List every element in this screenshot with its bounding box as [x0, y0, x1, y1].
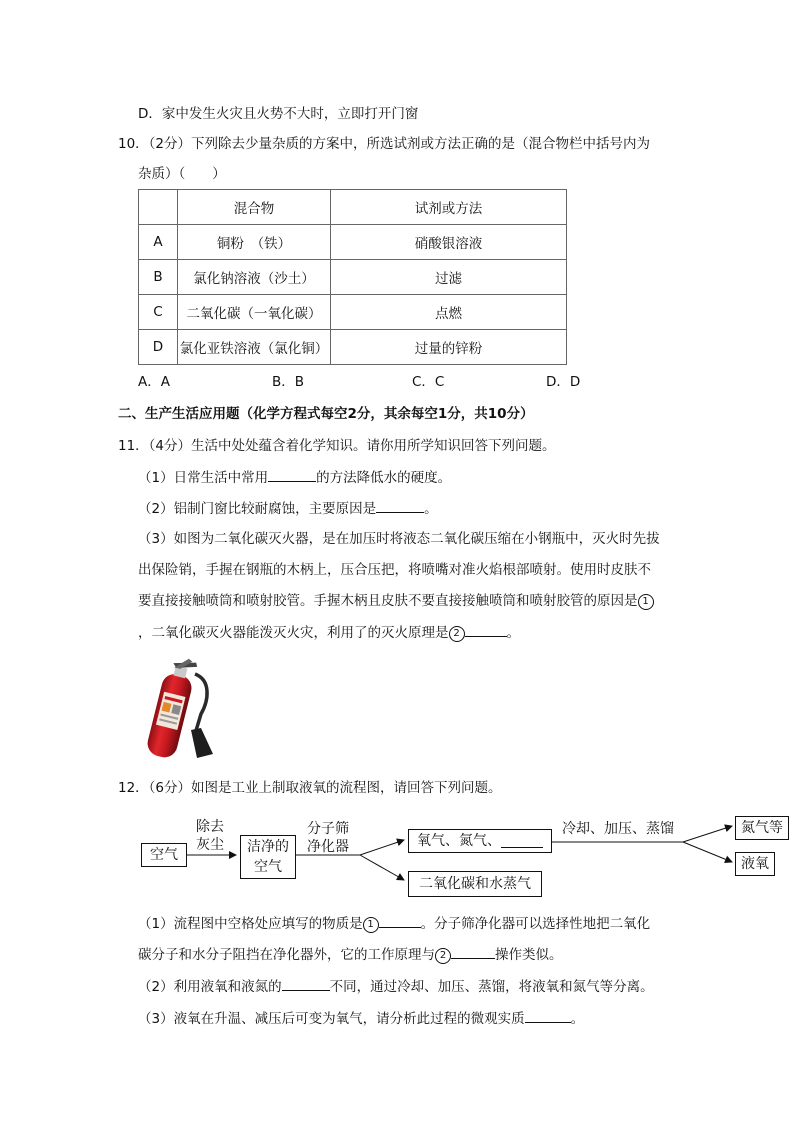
- table-cell: B: [139, 260, 178, 295]
- flow-box-nitrogen: 氮气等: [735, 816, 789, 840]
- q10-choice-b[interactable]: B．B: [272, 374, 305, 390]
- q12-part2: [138, 976, 654, 997]
- answer-blank[interactable]: [282, 976, 330, 991]
- flow-box-liquid-oxygen: 液氧: [735, 852, 775, 876]
- table-cell: 硝酸银溶液: [331, 225, 567, 260]
- q12-part3: [138, 1008, 584, 1029]
- q11-part3-text: ，二氧化碳灭火器能泼灭火灾，利用了的灭火原理是: [138, 625, 449, 641]
- q12-part2-text-b: 不同，通过冷却、加压、蒸馏，将液氧和氮气等分离。: [329, 979, 654, 995]
- q12-part1-text: （1）流程图中空格处应填写的物质是: [138, 916, 363, 932]
- section-title: 二、生产生活应用题（化学方程式每空2分，其余每空1分，共10分）: [118, 406, 534, 422]
- table-cell: C: [139, 295, 178, 330]
- flow-box-gases: [408, 829, 552, 853]
- flow-box-line: 洁净的: [247, 839, 289, 855]
- table-header: 混合物: [178, 190, 331, 225]
- flow-label-step2: [302, 820, 354, 856]
- q12-stem: 12．（6分）如图是工业上制取液氧的流程图，请回答下列问题。: [118, 780, 502, 796]
- q11-part3-line2: 出保险销，手握在钢瓶的木柄上，压合压把，将喷嘴对准火焰根部喷射。使用时皮肤不: [138, 562, 651, 578]
- flow-box-line: 空气: [254, 859, 282, 875]
- q11-part1-text-b: 的方法降低水的硬度。: [316, 470, 452, 486]
- flow-box-gases-text: 氧气、氮气、: [417, 833, 501, 849]
- q12-part3-text-a: （3）液氧在升温、减压后可变为氧气，请分析此过程的微观实质: [138, 1011, 525, 1027]
- q11-part1-text-a: （1）日常生活中常用: [138, 470, 269, 486]
- flow-label-line: 除去: [196, 819, 224, 835]
- flow-label-step1: [190, 818, 230, 854]
- q12-part1-text: 操作类似。: [495, 947, 563, 963]
- circled-number: 2: [435, 948, 451, 964]
- table-cell: 点燃: [331, 295, 567, 330]
- q11-part2-text-a: （2）铝制门窗比较耐腐蚀，主要原因是: [138, 501, 377, 517]
- q10-choice-d[interactable]: D．D: [546, 374, 581, 390]
- q10-stem-line1: 10．（2分）下列除去少量杂质的方案中，所选试剂或方法正确的是（混合物栏中括号内为: [118, 136, 651, 152]
- q11-part2-text-b: 。: [424, 501, 438, 517]
- table-cell: A: [139, 225, 178, 260]
- q12-part1-line1: [138, 913, 650, 934]
- flow-box-co2-water: 二氧化碳和水蒸气: [408, 871, 542, 897]
- circled-number: 1: [363, 917, 379, 933]
- table-cell: 过滤: [331, 260, 567, 295]
- q10-choice-a[interactable]: A．A: [138, 374, 170, 390]
- q11-part3-text: 要直接接触喷筒和喷射胶管。手握木柄且皮肤不要直接接触喷筒和喷射胶管的原因是: [138, 593, 638, 609]
- q12-part1-text: 。分子筛净化器可以选择性地把二氧化: [420, 916, 651, 932]
- table-cell: 二氧化碳（一氧化碳）: [178, 295, 331, 330]
- q12-part1-line2: [138, 944, 563, 965]
- answer-blank[interactable]: [501, 835, 543, 848]
- q10-choice-c[interactable]: C．C: [412, 374, 445, 390]
- q12-part3-text-b: 。: [570, 1011, 585, 1027]
- q9-option-d: D．家中发生火灾且火势不大时，立即打开门窗: [138, 106, 419, 122]
- answer-blank[interactable]: [379, 913, 421, 928]
- circled-number: 1: [638, 594, 654, 610]
- flow-label-line: 灰尘: [196, 837, 224, 853]
- table-cell: D: [139, 330, 178, 365]
- q12-part1-text: 碳分子和水分子阻挡在净化器外，它的工作原理与: [138, 947, 435, 963]
- flow-label-step3: 冷却、加压、蒸馏: [562, 821, 674, 837]
- flow-label-line: 分子筛: [307, 821, 349, 837]
- q11-stem: 11．（4分）生活中处处蕴含着化学知识。请你用所学知识回答下列问题。: [118, 438, 556, 454]
- q11-part3-line1: （3）如图为二氧化碳灭火器，是在加压时将液态二氧化碳压缩在小钢瓶中，灭火时先拔: [138, 531, 660, 547]
- table-header: 试剂或方法: [331, 190, 567, 225]
- flow-box-air: 空气: [141, 843, 187, 867]
- flow-box-clean-air: [240, 835, 296, 879]
- q11-part3-text-end: 。: [506, 625, 520, 641]
- q12-part2-text-a: （2）利用液氧和液氮的: [138, 979, 282, 995]
- circled-number: 2: [449, 626, 465, 642]
- table-cell: 过量的锌粉: [331, 330, 567, 365]
- answer-blank[interactable]: [451, 944, 495, 959]
- q10-stem-line2: 杂质）（ ）: [138, 166, 226, 182]
- flow-label-line: 净化器: [307, 839, 349, 855]
- table-cell: 铜粉 （铁）: [178, 225, 331, 260]
- table-cell: 氯化钠溶液（沙土）: [178, 260, 331, 295]
- answer-blank[interactable]: [525, 1008, 571, 1023]
- table-cell: 氯化亚铁溶液（氯化铜）: [178, 330, 331, 365]
